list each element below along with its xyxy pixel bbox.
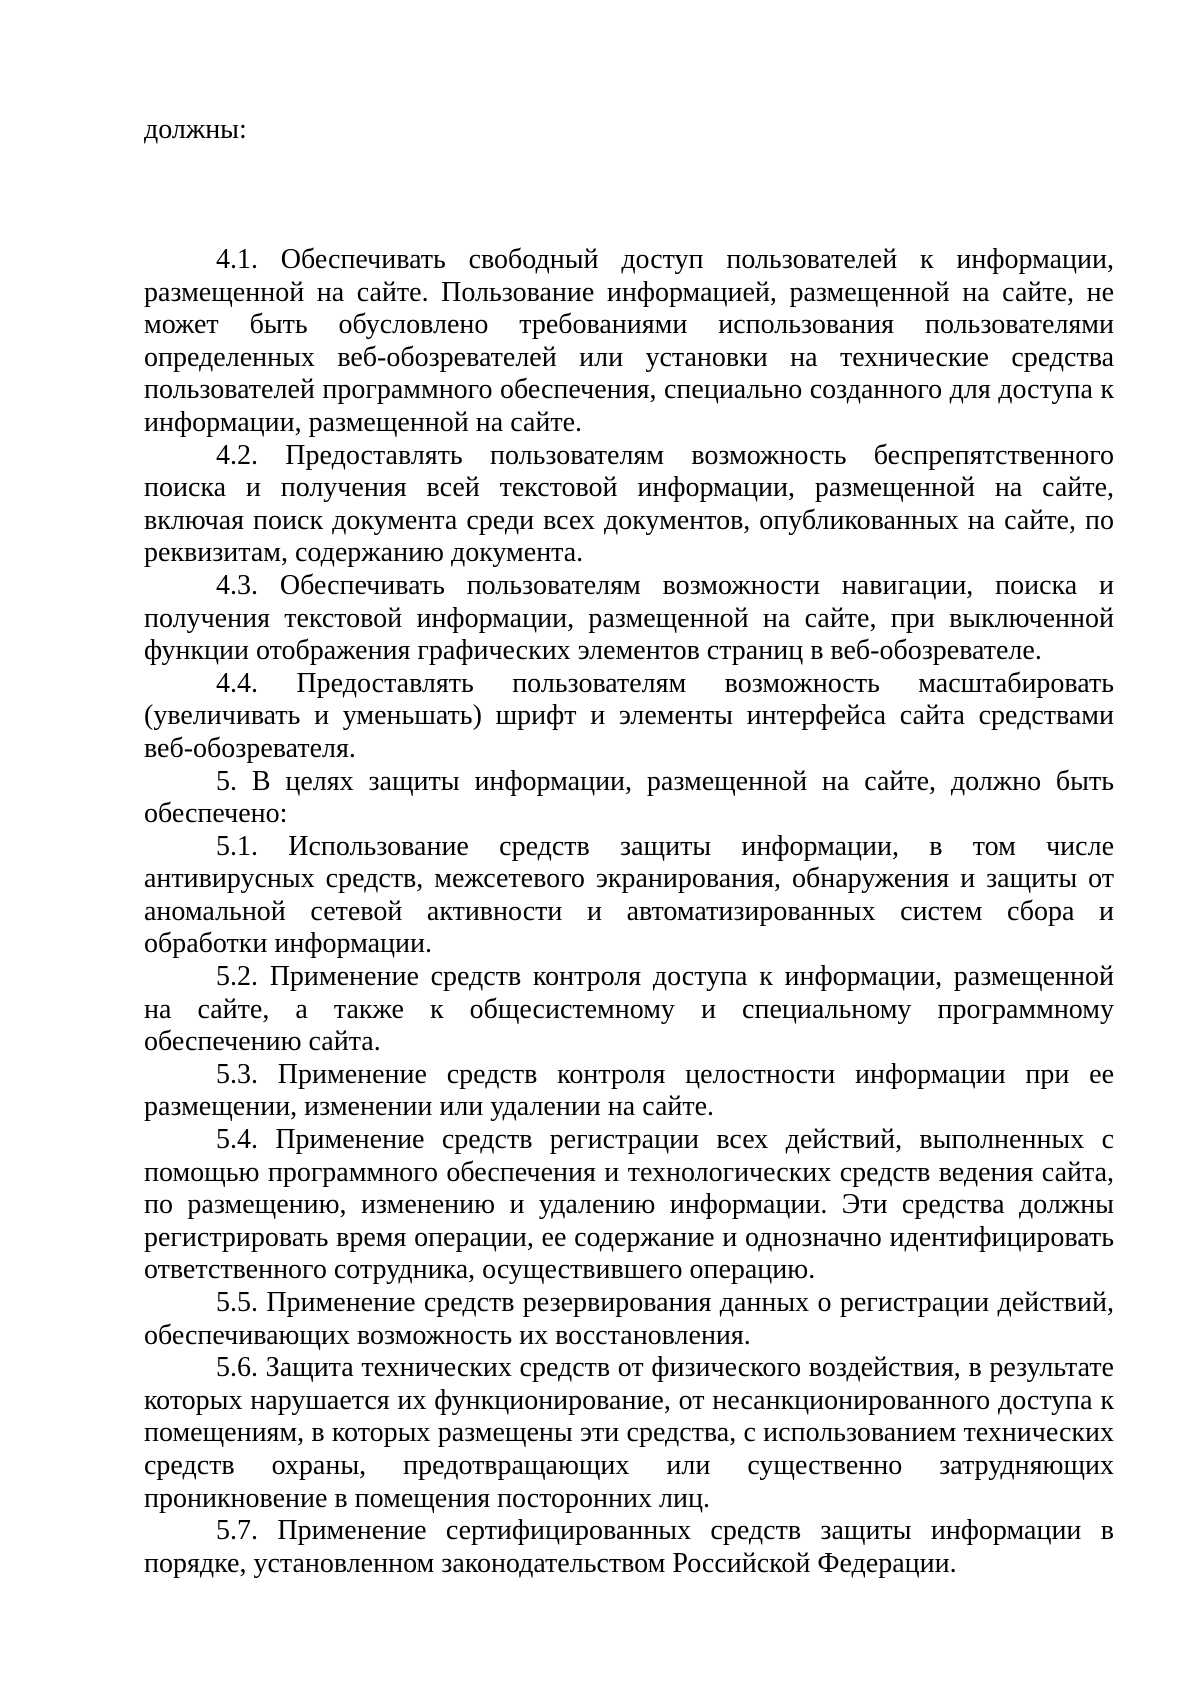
paragraph-5-6: 5.6. Защита технических средств от физического воздействия, в результате которых нарушается их функционирование, от несанкционированного доступа к помещениям, в которых размещены эти средства, с использованием технических средств охраны, предотвращающих или существенно затрудняющих проникновение в помещения посторонних лиц. bbox=[144, 1352, 1114, 1514]
paragraph-5-1: 5.1. Использование средств защиты информации, в том числе антивирусных средств, межсетевого экранирования, обнаружения и защиты от аномальной сетевой активности и автоматизированных систем сбора и обработки информации. bbox=[144, 830, 1114, 960]
paragraph-5-7: 5.7. Применение сертифицированных средств защиты информации в порядке, установленном законодательством Российской Федерации. bbox=[144, 1515, 1114, 1579]
paragraph-5-3: 5.3. Применение средств контроля целостности информации при ее размещении, изменении или удалении на сайте. bbox=[144, 1058, 1114, 1123]
paragraph-5-2: 5.2. Применение средств контроля доступа к информации, размещенной на сайте, а также к общесистемному и специальному программному обеспечению сайта. bbox=[144, 961, 1114, 1058]
paragraph-4-2: 4.2. Предоставлять пользователям возможность беспрепятственного поиска и получения всей текстовой информации, размещенной на сайте, включая поиск документа среди всех документов, опубликованных на сайте, по реквизитам, содержанию документа. bbox=[144, 439, 1114, 569]
paragraph-4-1: 4.1. Обеспечивать свободный доступ пользователей к информации, размещенной на сайте. Пользование информацией, размещенной на сайте, не может быть обусловлено требованиями использования пользователями определенных веб-обозревателей или установки на технические средства пользователей программного обеспечения, специально созданного для доступа к информации, размещенной на сайте. bbox=[144, 244, 1114, 438]
paragraph-4-3: 4.3. Обеспечивать пользователям возможности навигации, поиска и получения текстовой информации, размещенной на сайте, при выключенной функции отображения графических элементов страниц в веб-обозревателе. bbox=[144, 569, 1114, 667]
paragraph-5-4: 5.4. Применение средств регистрации всех действий, выполненных с помощью программного обеспечения и технологических средств ведения сайта, по размещению, изменению и удалению информации. Эти средства должны регистрировать время операции, ее содержание и однозначно идентифицировать ответственного сотрудника, осуществившего операцию. bbox=[144, 1124, 1114, 1286]
document-body bbox=[144, 244, 1114, 1580]
paragraph-5: 5. В целях защиты информации, размещенной на сайте, должно быть обеспечено: bbox=[144, 765, 1114, 830]
paragraph-4-4: 4.4. Предоставлять пользователям возможность масштабировать (увеличивать и уменьшать) шрифт и элементы интерфейса сайта средствами веб-обозревателя. bbox=[144, 667, 1114, 764]
paragraph-5-5: 5.5. Применение средств резервирования данных о регистрации действий, обеспечивающих возможность их восстановления. bbox=[144, 1287, 1114, 1351]
lead-text: должны: bbox=[144, 114, 247, 145]
